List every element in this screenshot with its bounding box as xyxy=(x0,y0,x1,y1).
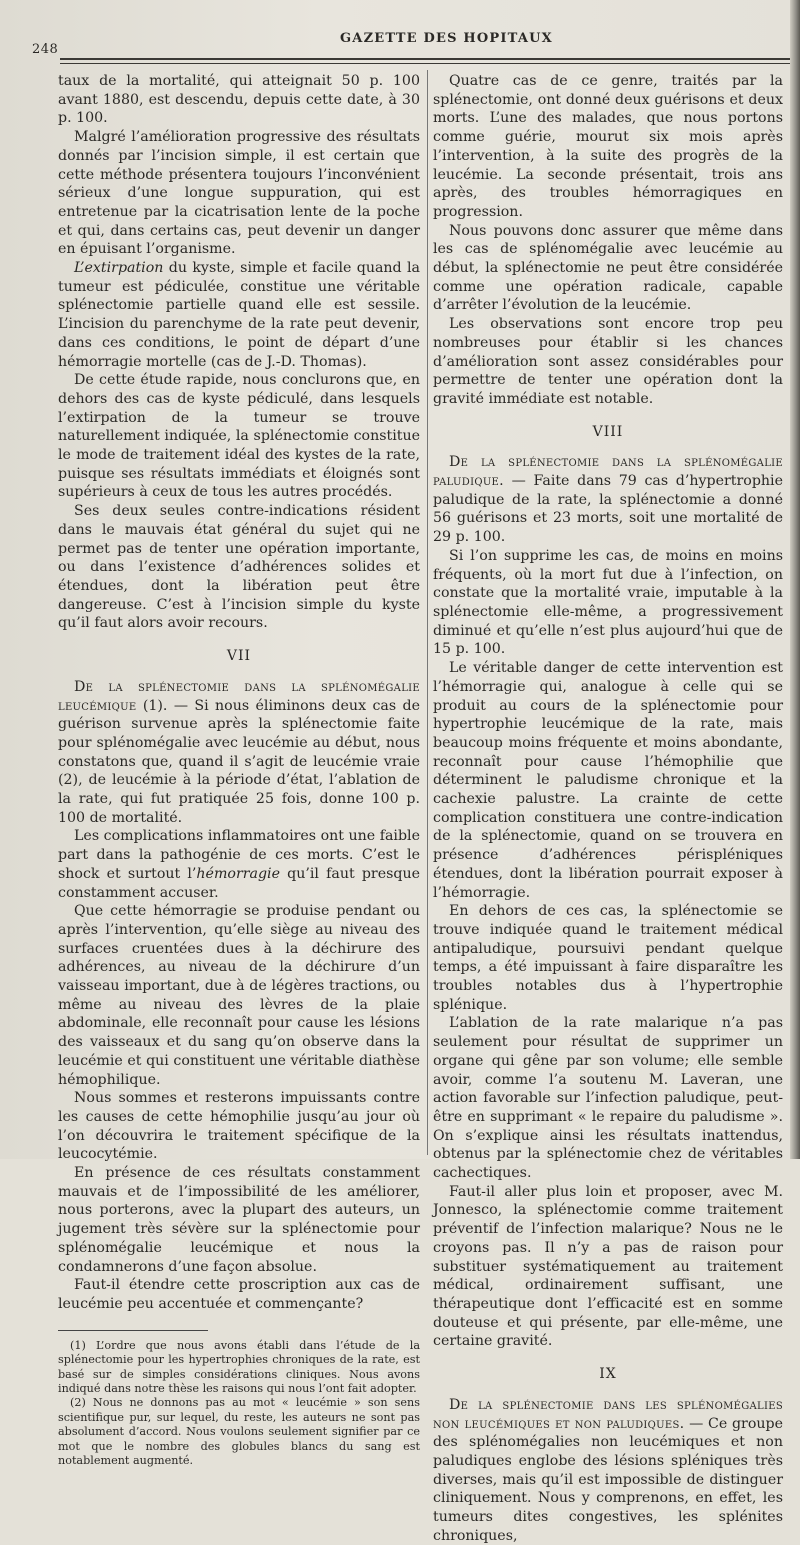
running-title: GAZETTE DES HOPITAUX xyxy=(340,31,553,46)
paragraph: taux de la mortalité, qui atteignait 50 p. 100 avant 1880, est descendu, depuis cette date, à 30 p. 100. xyxy=(58,73,420,127)
footnote-rule xyxy=(58,1330,208,1331)
paragraph: Les observations sont encore trop peu nombreuses pour établir si les chances d’amélioration sont assez considérables pour permettre de tenter une opération dont la gravité immédiate est notable. xyxy=(433,316,783,407)
section-heading: De la splénectomie dans la splénomégalie paludique. xyxy=(433,454,783,490)
paragraph: Le véritable danger de cette intervention est l’hémorragie qui, analogue à celle qui se produit au cours de la splénectomie pour hypertrophie leucémique de la rate, mais beaucoup moins fréquente et moins abondante, reconnaît pour cause l’hémophilie que déterminent le paludisme chronique et la cachexie palustre. La crainte de cette complication constituera une contre-indication de la splénectomie, quand on se trouvera en présence d’adhérences périspléniques étendues, dont la libération pourrait exposer à l’hémorragie. xyxy=(433,660,783,901)
section-number-vii: VII xyxy=(226,648,252,665)
header-rule-thin xyxy=(60,63,790,64)
paragraph-text: — Ce groupe des splénomégalies non leucémiques et non paludiques englobe des lésions spléniques très diverses, mais qu’il est impossible de distinguer cliniquement. Nous y comprenons, en effet, les tumeurs dites congestives, les splénites chroniques, xyxy=(433,1415,783,1544)
paragraph: En dehors de ces cas, la splénectomie se trouve indiquée quand le traitement médical antipaludique, poursuivi pendant quelque temps, a été impuissant à faire disparaître les troubles notables dus à l’hypertrophie splénique. xyxy=(433,903,783,1013)
paragraph: Nous pouvons donc assurer que même dans les cas de splénomégalie avec leucémie au début, la splénectomie ne peut être considérée comme une opération radicale, capable d’arrêter l’évolution de la leucémie. xyxy=(433,222,783,314)
section-heading-paragraph xyxy=(58,678,420,828)
paragraph-text: du kyste, simple et facile quand la tumeur est pédiculée, constitue une véritable splénectomie partielle quand elle est sessile. L’incision du parenchyme de la rate peut devenir, dans ces conditions, le point de départ d’une hémorragie mortelle (cas de J.-D. Thomas). xyxy=(58,260,420,370)
paragraph: Si l’on supprime les cas, de moins en moins fréquents, où la mort fut due à l’infection, on constate que la mortalité vraie, imputable à la splénectomie elle-même, a progressivement diminué et qu’elle n’est plus aujourd’hui que de 15 p. 100. xyxy=(433,547,783,658)
italic-term: L’extirpation xyxy=(74,260,164,277)
footnote: (1) L’ordre que nous avons établi dans l’étude de la splénectomie pour les hypertrophies chroniques de la rate, est basé sur de simples considérations cliniques. Nous avons indiqué dans notre thèse les raisons qui nous l’ont fait adopter. xyxy=(58,1338,420,1395)
paragraph: Faut-il aller plus loin et proposer, avec M. Jonnesco, la splénectomie comme traitement préventif de l’infection malarique? Nous ne le croyons pas. Il n’y a pas de raison pour substituer systématiquement au traitement médical, ordinairement suffisant, une thérapeutique dont l’efficacité est en somme douteuse et qui présente, par elle-même, une certaine gravité. xyxy=(433,1183,783,1350)
column-separator xyxy=(427,70,428,1155)
footnote: (2) Nous ne donnons pas au mot « leucémie » son sens scientifique pur, sur lequel, du reste, les auteurs ne sont pas absolument d’accord. Nous voulons seulement signifier par ce mot que le nombre des globules blancs du sang est notablement augmenté. xyxy=(58,1396,420,1467)
paragraph: Quatre cas de ce genre, traités par la splénectomie, ont donné deux guérisons et deux morts. L’une des malades, que nous portons comme guérie, mourut six mois après l’intervention, à la suite des progrès de la leucémie. La seconde présentait, trois ans après, des troubles hémorragiques en progression. xyxy=(433,73,783,220)
paragraph: De cette étude rapide, nous conclurons que, en dehors des cas de kyste pédiculé, dans lesquels l’extirpation de la tumeur se trouve naturellement indiquée, la splénectomie constitue le mode de traitement idéal des kystes de la rate, puisque ses résultats immédiats et éloignés sont supérieurs à ceux de tous les autres procédés. xyxy=(58,372,420,501)
footnote-ref: (1). xyxy=(136,697,168,714)
page-number: 248 xyxy=(32,42,59,57)
left-column xyxy=(58,72,420,1468)
section-number-viii: VIII xyxy=(592,423,624,440)
section-heading: De la splénectomie dans la splénomégalie leucémique xyxy=(58,678,420,714)
section-number-ix: IX xyxy=(599,1366,617,1383)
section-heading-paragraph xyxy=(433,453,783,547)
paragraph: Ses deux seules contre-indications résident dans le mauvais état général du sujet qui ne permet pas de tenter une opération importante, ou dans l’existence d’adhérences solides et étendues, dont la libération peut être dangereuse. C’est à l’incision simple du kyste qu’il faut alors avoir recours. xyxy=(58,503,420,632)
italic-term: hémorragie xyxy=(196,865,280,882)
header-rule-thick xyxy=(60,58,790,60)
section-heading-paragraph xyxy=(433,1396,783,1545)
paragraph: L’ablation de la rate malarique n’a pas seulement pour résultat de supprimer un organe qui gêne par son volume; elle semble avoir, comme l’a soutenu M. Laveran, une action favorable sur l’infection paludique, peut-être en supprimant « le repaire du paludisme ». On s’explique ainsi les résultats inattendus, obtenus par la splénectomie chez de véritables cachectiques. xyxy=(433,1015,783,1182)
paragraph: En présence de ces résultats constamment mauvais et de l’impossibilité de les améliorer, nous porterons, avec la plupart des auteurs, un jugement très sévère sur la splénectomie pour splénomégalie leucémique et nous la condamnerons d’une façon absolue. xyxy=(58,1165,420,1275)
paragraph: Que cette hémorragie se produise pendant ou après l’intervention, qu’elle siège au niveau des surfaces cruentées dues à la déchirure des adhérences, au niveau de la déchirure d’un vaisseau important, due à de légères tractions, ou même au niveau des lèvres de la plaie abdominale, elle reconnaît pour cause les lésions des vaisseaux et du sang qu’on observe dans la leucémie et qui constituent une véritable diathèse hémophilique. xyxy=(58,903,420,1088)
paragraph: Nous sommes et resterons impuissants contre les causes de cette hémophilie jusqu’au jour où l’on découvrira le traitement spécifique de la leucocytémie. xyxy=(58,1090,420,1163)
paragraph: Faut-il étendre cette proscription aux cas de leucémie peu accentuée et commençante? xyxy=(58,1277,420,1312)
paragraph xyxy=(58,827,420,902)
right-column xyxy=(433,72,783,1545)
paragraph: Malgré l’amélioration progressive des résultats donnés par l’incision simple, il est certain que cette méthode présentera toujours l’inconvénient sérieux d’une longue suppuration, qui est entretenue par la cicatrisation lente de la poche et qui, dans certains cas, peut devenir un danger en épuisant l’organisme. xyxy=(58,129,420,258)
page-edge-shadow xyxy=(790,0,800,1159)
footnotes xyxy=(58,1339,420,1469)
paragraph xyxy=(58,259,420,371)
paragraph-text: — Si nous éliminons deux cas de guérison survenue après la splénectomie faite pour splénomégalie avec leucémie au début, nous constatons que, quand il s’agit de leucémie vraie (2), de leucémie à la période d’état, l’ablation de la rate, qui fut pratiquée 25 fois, donne 100 p. 100 de mortalité. xyxy=(58,697,420,826)
paragraph-text: qu’il faut presque constamment accuser. xyxy=(58,865,420,901)
section-heading: De la splénectomie dans les splénomégalies non leucémiques et non paludiques. xyxy=(433,1396,783,1432)
paragraph-text: — Faite dans 79 cas d’hypertrophie paludique de la rate, la splénectomie a donné 56 guérisons et 23 morts, soit une mortalité de 29 p. 100. xyxy=(433,473,783,546)
paragraph-text: Les complications inflammatoires ont une faible part dans la pathogénie de ces morts. C’est le shock et surtout l’ xyxy=(58,828,420,882)
